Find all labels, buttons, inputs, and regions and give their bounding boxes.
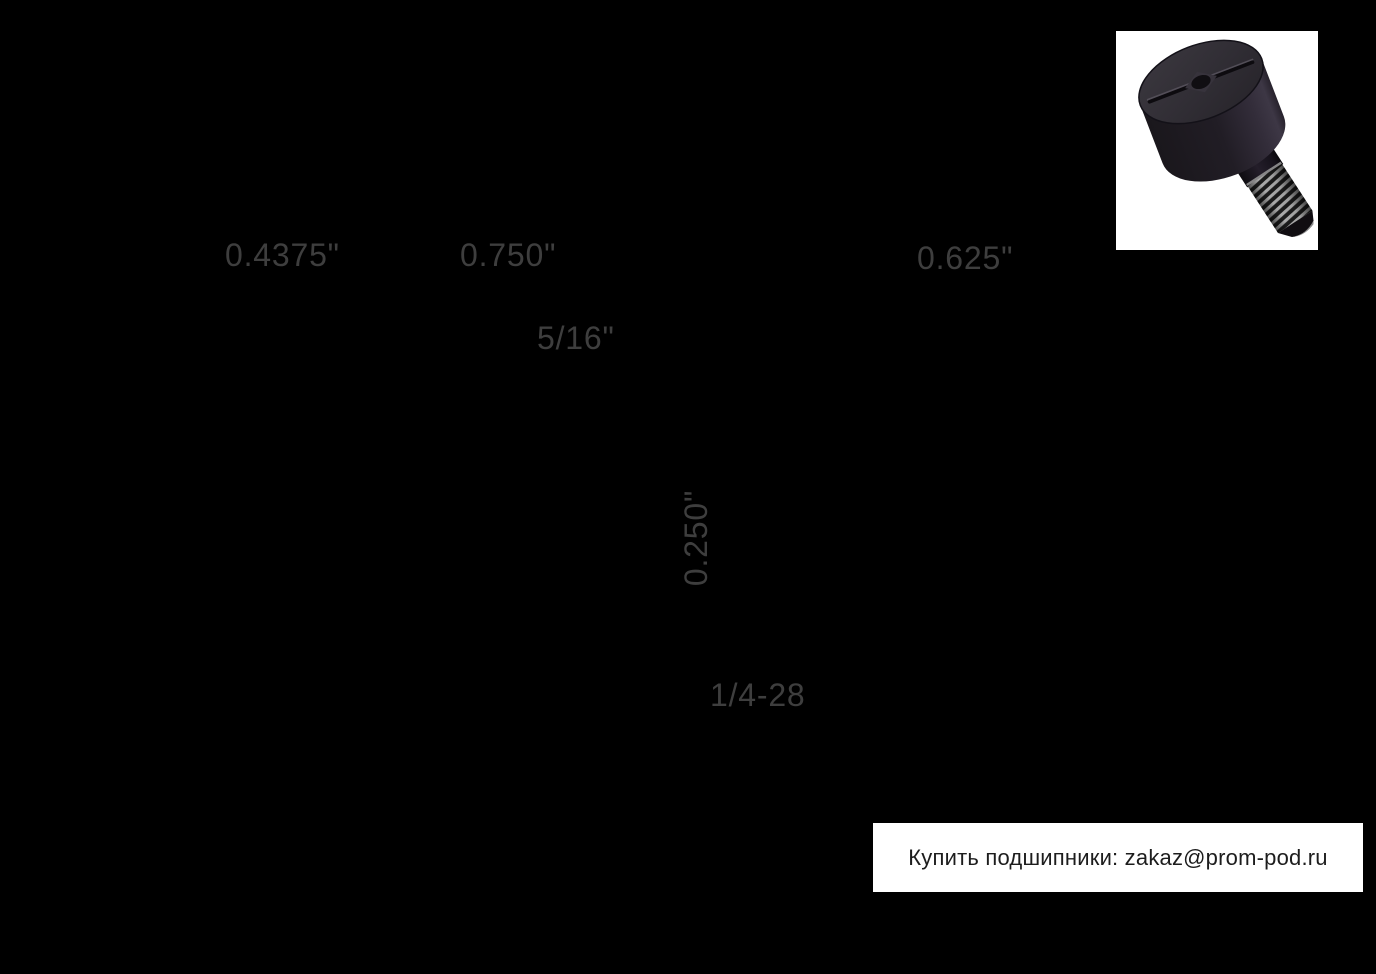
dimension-label-0-750: 0.750" [460,237,557,273]
cam-follower-render-icon [1116,31,1318,250]
contact-banner [873,823,1363,892]
dimension-label-0-4375: 0.4375" [225,237,340,273]
dimension-label-5-16: 5/16" [537,320,615,356]
dimension-label-1-4-28: 1/4-28 [710,677,806,713]
dimension-label-0-625: 0.625" [917,240,1014,276]
dimension-label-0-250: 0.250" [678,489,714,587]
contact-banner-text: Купить подшипники: zakaz@prom-pod.ru [908,844,1328,870]
product-photo [1116,31,1318,250]
